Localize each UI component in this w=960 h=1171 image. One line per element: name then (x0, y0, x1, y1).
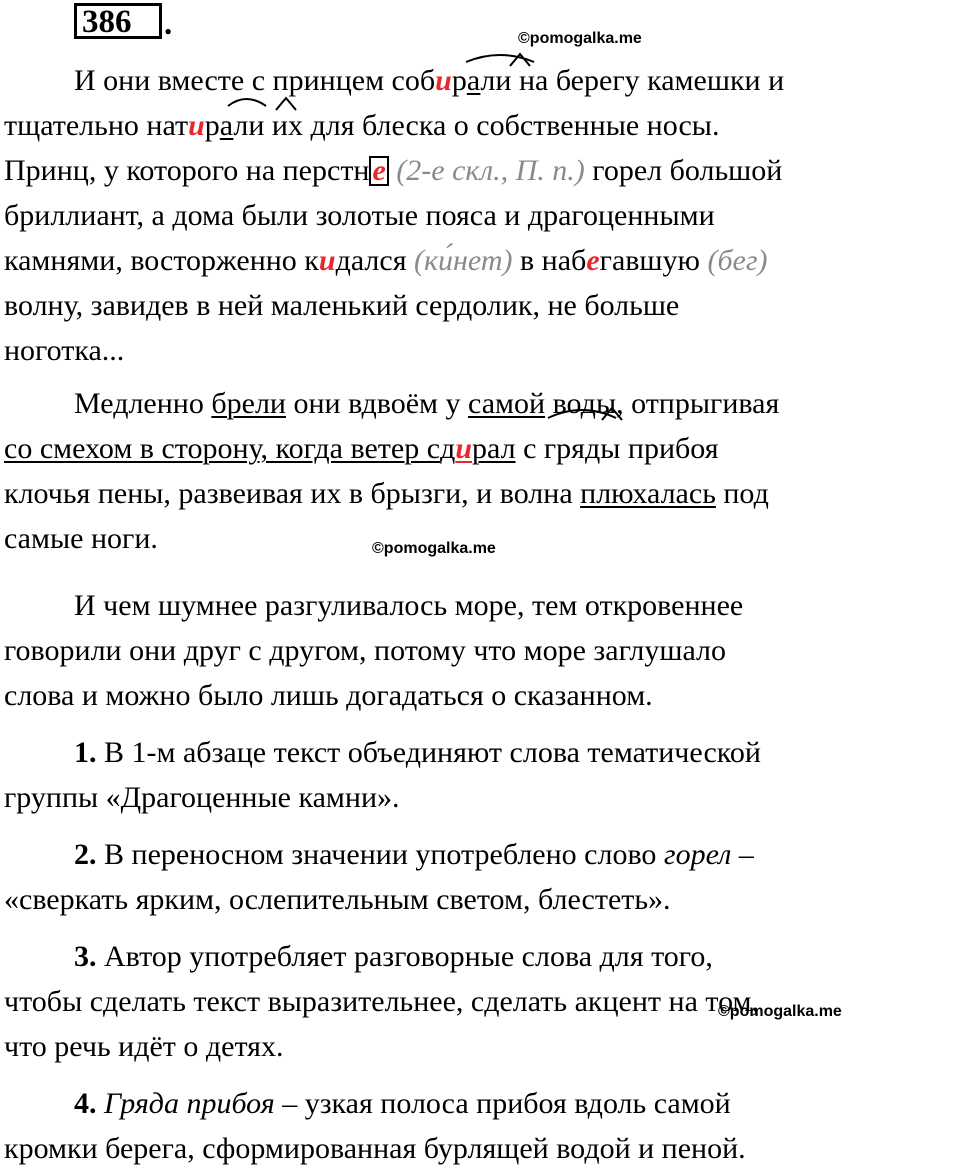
exercise-text (4, 58, 956, 1171)
paragraph-1-line-4: бриллиант, а дома были золотые пояса и драгоценными (4, 199, 715, 232)
answer-3-line-1: 3. Автор употребляет разговорные слова для того, (74, 940, 713, 973)
paragraph-2-line-2: со смехом в сторону, когда ветер сдирал с гряды прибоя (4, 432, 719, 465)
answer-2-line-1: 2. В переносном значении употреблено слово горел – (74, 838, 754, 871)
paragraph-1-line-2: тщательно натирали их для блеска о собственные носы. (4, 109, 720, 142)
paragraph-2-line-1: Медленно брели они вдвоём у самой воды, отпрыгивая (74, 387, 780, 420)
watermark-middle: ©pomogalka.me (372, 540, 496, 557)
ending-box: е (369, 156, 388, 186)
paragraph-3-line-2: говорили они друг с другом, потому что море заглушало (4, 634, 726, 667)
answer-1-line-2: группы «Драгоценные камни». (4, 781, 400, 814)
paragraph-2-line-4: самые ноги. (4, 522, 158, 555)
answer-4-line-2: кромки берега, сформированная бурлящей водой и пеной. (4, 1132, 746, 1165)
exercise-number-dot: . (164, 6, 173, 42)
answer-2-line-2: «сверкать ярким, ослепительным светом, блестеть». (4, 883, 671, 916)
paragraph-2-line-3: клочья пены, развеивая их в брызги, и волна плюхалась под (4, 477, 769, 510)
answer-3-line-3: что речь идёт о детях. (4, 1030, 284, 1063)
paragraph-1-line-7: ноготка... (4, 334, 125, 367)
answer-3-line-2: чтобы сделать текст выразительнее, сделать акцент на том, (4, 985, 760, 1018)
paragraph-3-line-3: слова и можно было лишь догадаться о сказанном. (4, 679, 653, 712)
exercise-number: 386 (74, 3, 162, 39)
paragraph-1-line-1: И они вместе с принцем собирали на берегу камешки и (74, 64, 785, 97)
watermark-top: ©pomogalka.me (518, 30, 642, 47)
paragraph-1-line-3: Принц, у которого на перстн е (2-е скл., П. п.) горел большой (4, 154, 783, 187)
paragraph-1-line-5: камнями, восторженно кидался (ки́нет) в набегавшую (бег) (4, 244, 768, 277)
watermark-bottom: ©pomogalka.me (718, 1003, 842, 1020)
paragraph-1-line-6: волну, завидев в ней маленький сердолик, не больше (4, 289, 680, 322)
answer-1-line-1: 1. В 1-м абзаце текст объединяют слова тематической (74, 736, 761, 769)
answer-4-line-1: 4. Гряда прибоя – узкая полоса прибоя вдоль самой (74, 1087, 731, 1120)
paragraph-3-line-1: И чем шумнее разгуливалось море, тем откровеннее (74, 589, 744, 622)
